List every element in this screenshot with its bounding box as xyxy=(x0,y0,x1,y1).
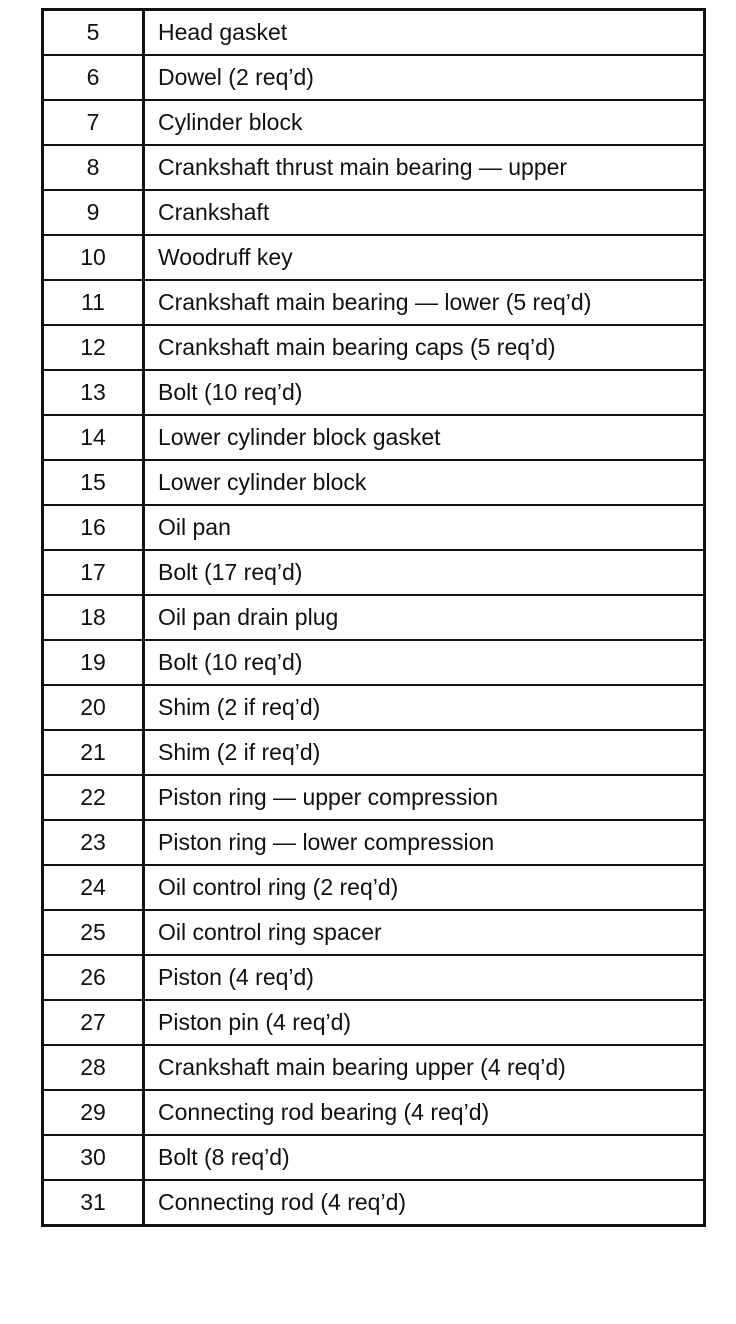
table-row xyxy=(43,145,705,190)
part-number: 17 xyxy=(43,550,144,595)
part-description: Piston ring — upper compression xyxy=(144,775,705,820)
part-number: 6 xyxy=(43,55,144,100)
table-row xyxy=(43,595,705,640)
table-row xyxy=(43,505,705,550)
table-row xyxy=(43,685,705,730)
part-description: Connecting rod bearing (4 req’d) xyxy=(144,1090,705,1135)
part-number: 13 xyxy=(43,370,144,415)
table-row xyxy=(43,235,705,280)
part-number: 21 xyxy=(43,730,144,775)
table-row xyxy=(43,1045,705,1090)
part-description: Bolt (8 req’d) xyxy=(144,1135,705,1180)
part-description: Shim (2 if req’d) xyxy=(144,685,705,730)
part-description: Bolt (10 req’d) xyxy=(144,640,705,685)
part-description: Crankshaft thrust main bearing — upper xyxy=(144,145,705,190)
part-description: Lower cylinder block gasket xyxy=(144,415,705,460)
parts-list-body xyxy=(43,10,705,1226)
part-number: 10 xyxy=(43,235,144,280)
part-number: 16 xyxy=(43,505,144,550)
table-row xyxy=(43,460,705,505)
part-description: Piston pin (4 req’d) xyxy=(144,1000,705,1045)
table-row xyxy=(43,415,705,460)
table-row xyxy=(43,325,705,370)
part-description: Bolt (17 req’d) xyxy=(144,550,705,595)
table-row xyxy=(43,1090,705,1135)
part-description: Head gasket xyxy=(144,10,705,56)
table-row xyxy=(43,1180,705,1226)
table-row xyxy=(43,100,705,145)
table-row xyxy=(43,370,705,415)
table-row xyxy=(43,865,705,910)
table-row xyxy=(43,550,705,595)
part-description: Woodruff key xyxy=(144,235,705,280)
part-description: Oil control ring (2 req’d) xyxy=(144,865,705,910)
table-row xyxy=(43,190,705,235)
part-description: Piston (4 req’d) xyxy=(144,955,705,1000)
part-description: Crankshaft main bearing upper (4 req’d) xyxy=(144,1045,705,1090)
part-description: Lower cylinder block xyxy=(144,460,705,505)
table-row xyxy=(43,1135,705,1180)
part-number: 12 xyxy=(43,325,144,370)
part-number: 22 xyxy=(43,775,144,820)
part-number: 28 xyxy=(43,1045,144,1090)
table-row xyxy=(43,820,705,865)
part-description: Crankshaft main bearing caps (5 req’d) xyxy=(144,325,705,370)
part-number: 23 xyxy=(43,820,144,865)
part-description: Oil control ring spacer xyxy=(144,910,705,955)
table-row xyxy=(43,10,705,56)
part-number: 26 xyxy=(43,955,144,1000)
table-row xyxy=(43,280,705,325)
part-number: 14 xyxy=(43,415,144,460)
part-description: Bolt (10 req’d) xyxy=(144,370,705,415)
part-number: 18 xyxy=(43,595,144,640)
part-number: 31 xyxy=(43,1180,144,1226)
table-row xyxy=(43,730,705,775)
part-number: 11 xyxy=(43,280,144,325)
table-row xyxy=(43,955,705,1000)
part-number: 8 xyxy=(43,145,144,190)
part-number: 27 xyxy=(43,1000,144,1045)
part-number: 20 xyxy=(43,685,144,730)
part-number: 30 xyxy=(43,1135,144,1180)
parts-list-table xyxy=(41,8,706,1227)
part-number: 25 xyxy=(43,910,144,955)
part-description: Shim (2 if req’d) xyxy=(144,730,705,775)
part-description: Piston ring — lower compression xyxy=(144,820,705,865)
table-row xyxy=(43,55,705,100)
part-number: 29 xyxy=(43,1090,144,1135)
part-description: Cylinder block xyxy=(144,100,705,145)
part-description: Oil pan drain plug xyxy=(144,595,705,640)
table-row xyxy=(43,910,705,955)
part-number: 24 xyxy=(43,865,144,910)
table-row xyxy=(43,640,705,685)
part-number: 5 xyxy=(43,10,144,56)
part-description: Crankshaft main bearing — lower (5 req’d) xyxy=(144,280,705,325)
part-number: 9 xyxy=(43,190,144,235)
part-description: Connecting rod (4 req’d) xyxy=(144,1180,705,1226)
part-description: Oil pan xyxy=(144,505,705,550)
table-row xyxy=(43,775,705,820)
part-number: 19 xyxy=(43,640,144,685)
part-description: Crankshaft xyxy=(144,190,705,235)
part-number: 15 xyxy=(43,460,144,505)
part-description: Dowel (2 req’d) xyxy=(144,55,705,100)
table-row xyxy=(43,1000,705,1045)
part-number: 7 xyxy=(43,100,144,145)
